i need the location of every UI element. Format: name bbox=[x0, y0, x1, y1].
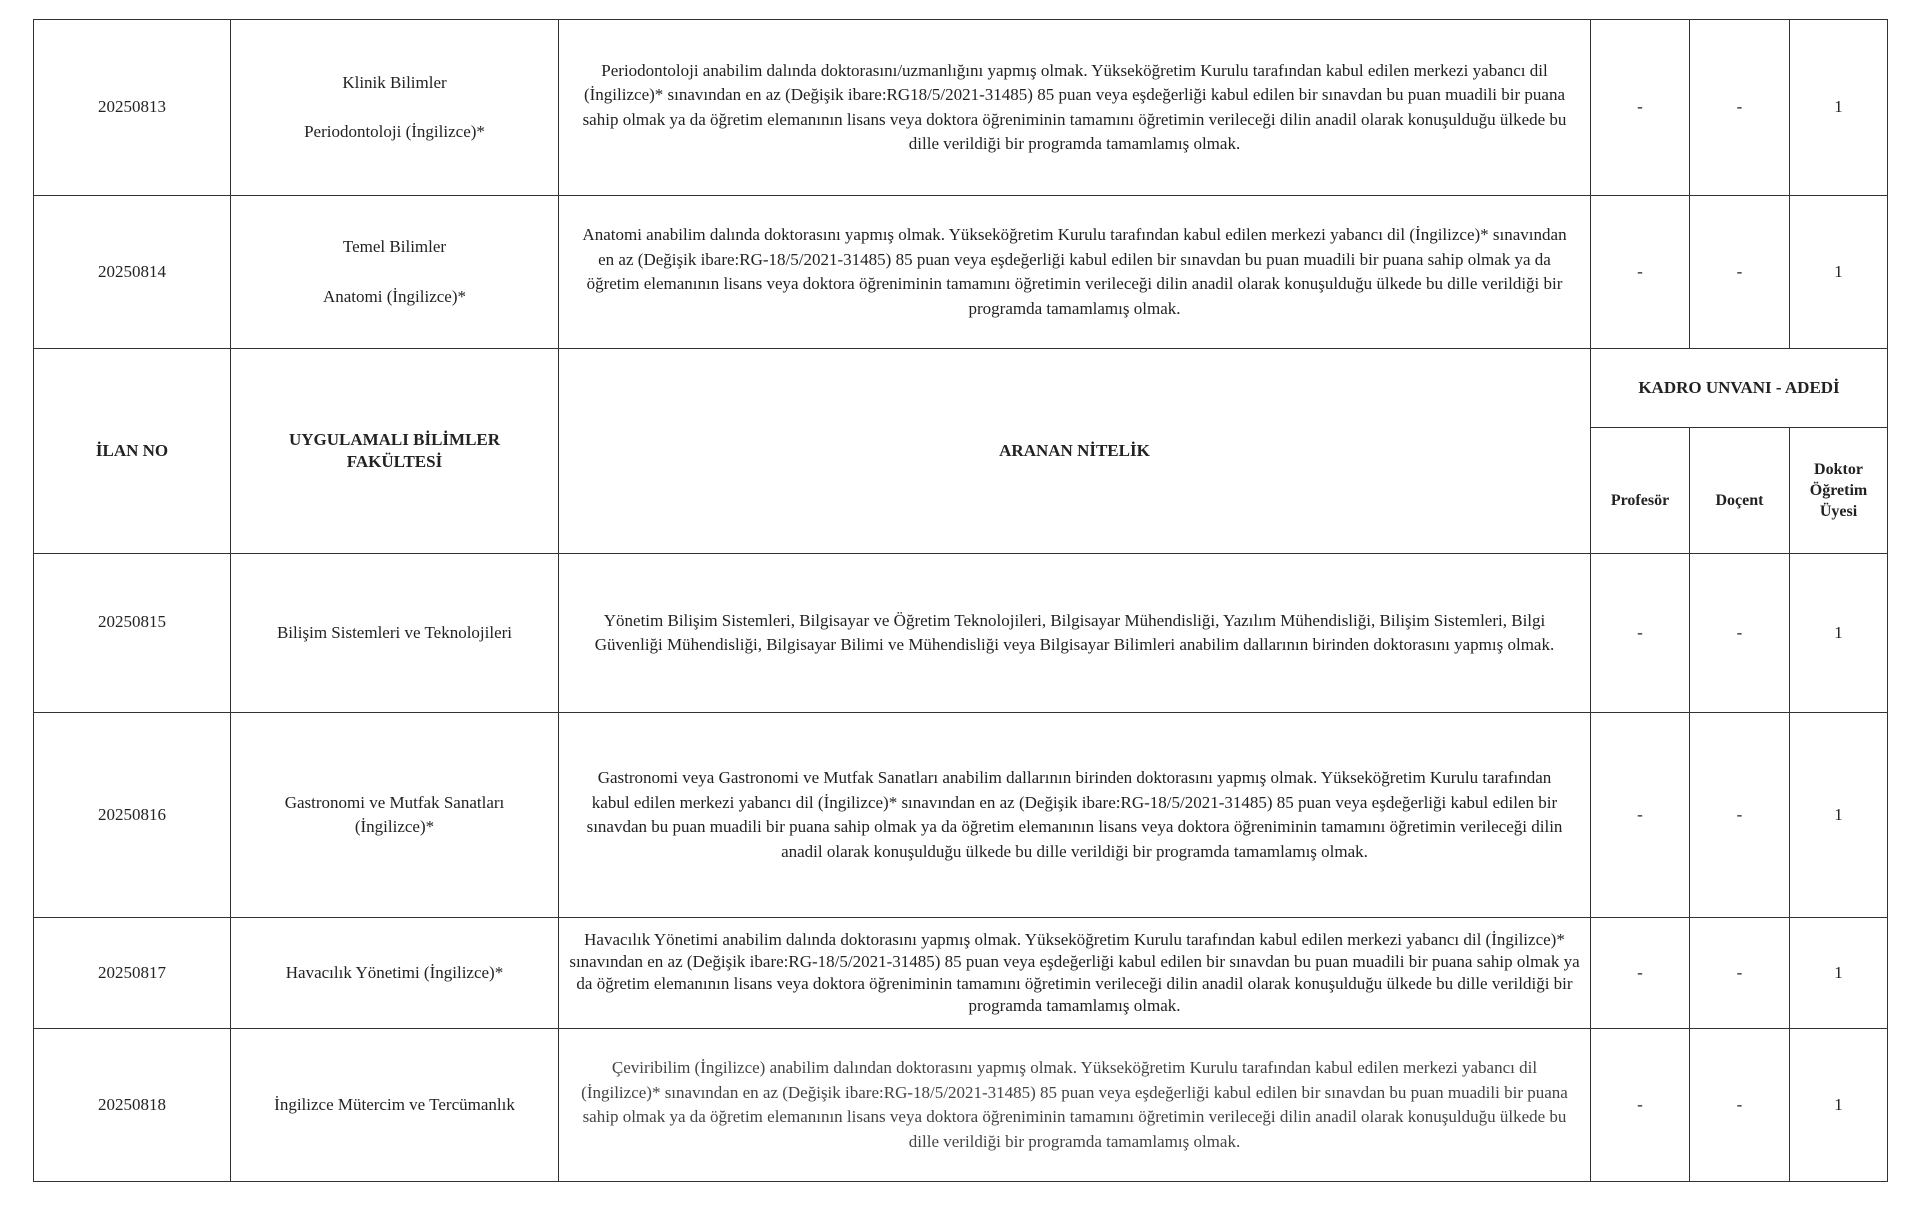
dou-count: 1 bbox=[1790, 196, 1888, 349]
nitelik-cell: Çeviribilim (İngilizce) anabilim dalından doktorasını yapmış olmak. Yükseköğretim Kurulu tarafından kabul edilen merkezi yabancı dil (İngilizce)* sınavından en az (Değişik ibare:RG-18/5/2021-31485) 85 puan veya eşdeğerliği kabul edilen bir sınavdan bu puan muadili bir puana sahip olmak ya da öğretim elemanının lisans veya doktora öğreniminin tamamını öğretimin verileceği dilin anadil olarak konuşulduğu ülkede bu dille verildiği bir programda tamamlamış olmak. bbox=[559, 1029, 1591, 1182]
department-label: Temel Bilimler bbox=[342, 237, 447, 256]
profesor-count: - bbox=[1591, 918, 1690, 1029]
table-row bbox=[34, 20, 1888, 196]
table-row bbox=[34, 196, 1888, 349]
nitelik-cell: Havacılık Yönetimi anabilim dalında doktorasını yapmış olmak. Yükseköğretim Kurulu tarafından kabul edilen merkezi yabancı dil (İngilizce)* sınavından en az (Değişik ibare:RG-18/5/2021-31485) 85 puan veya eşdeğerliği kabul edilen bir sınavdan bu puan muadili bir puana sahip olmak ya da öğretim elemanının lisans veya doktora öğreniminin tamamını öğretimin verileceği dilin anadil olarak konuşulduğu ülkede bu dille verildiği bir programda tamamlamış olmak. bbox=[559, 918, 1591, 1029]
unit-cell: İngilizce Mütercim ve Tercümanlık bbox=[231, 1029, 559, 1182]
docent-count: - bbox=[1690, 1029, 1790, 1182]
ilan-no-cell: 20250813 bbox=[34, 20, 231, 196]
header-profesor: Profesör bbox=[1591, 428, 1690, 554]
header-row bbox=[34, 349, 1888, 428]
docent-count: - bbox=[1690, 554, 1790, 713]
ilan-no-cell: 20250814 bbox=[34, 196, 231, 349]
dou-count: 1 bbox=[1790, 918, 1888, 1029]
docent-count: - bbox=[1690, 713, 1790, 918]
unit-cell bbox=[231, 20, 559, 196]
nitelik-cell: Gastronomi veya Gastronomi ve Mutfak Sanatları anabilim dallarının birinden doktorasını yapmış olmak. Yükseköğretim Kurulu tarafından kabul edilen merkezi yabancı dil (İngilizce)* sınavından en az (Değişik ibare:RG-18/5/2021-31485) 85 puan veya eşdeğerliği kabul edilen bir sınavdan bu puan muadili bir puana sahip olmak ya da öğretim elemanının lisans veya doktora öğreniminin tamamını öğretimin verileceği dilin anadil olarak konuşulduğu ülkede bu dille verildiği bir programda tamamlamış olmak. bbox=[559, 713, 1591, 918]
program-label: Anatomi (İngilizce)* bbox=[322, 286, 467, 306]
header-doktor-ogretim-uyesi: Doktor Öğretim Üyesi bbox=[1790, 428, 1888, 554]
table-row bbox=[34, 1029, 1888, 1182]
table-row bbox=[34, 918, 1888, 1029]
profesor-count: - bbox=[1591, 1029, 1690, 1182]
header-kadro: KADRO UNVANI - ADEDİ bbox=[1591, 349, 1888, 428]
ilan-no-cell: 20250817 bbox=[34, 918, 231, 1029]
dou-count: 1 bbox=[1790, 554, 1888, 713]
ilan-no-cell: 20250816 bbox=[34, 713, 231, 918]
table-row bbox=[34, 713, 1888, 918]
ilan-no-cell: 20250815 bbox=[34, 554, 231, 713]
header-nitelik: ARANAN NİTELİK bbox=[559, 349, 1591, 554]
unit-cell: Gastronomi ve Mutfak Sanatları (İngilizce)* bbox=[231, 713, 559, 918]
table-row bbox=[34, 554, 1888, 713]
nitelik-cell: Yönetim Bilişim Sistemleri, Bilgisayar ve Öğretim Teknolojileri, Bilgisayar Mühendisliği, Yazılım Mühendisliği, Bilişim Sistemleri, Bilgi Güvenliği Mühendisliği, Bilgisayar Bilimi ve Mühendisliği veya Bilgisayar Bilimleri anabilim dallarının birinden doktorasını yapmış olmak. bbox=[559, 554, 1591, 713]
header-faculty: UYGULAMALI BİLİMLER FAKÜLTESİ bbox=[231, 349, 559, 554]
profesor-count: - bbox=[1591, 20, 1690, 196]
dou-count: 1 bbox=[1790, 1029, 1888, 1182]
dou-count: 1 bbox=[1790, 713, 1888, 918]
docent-count: - bbox=[1690, 20, 1790, 196]
profesor-count: - bbox=[1591, 554, 1690, 713]
unit-cell: Bilişim Sistemleri ve Teknolojileri bbox=[231, 554, 559, 713]
unit-cell bbox=[231, 196, 559, 349]
ilan-no-cell: 20250818 bbox=[34, 1029, 231, 1182]
program-label: Periodontoloji (İngilizce)* bbox=[304, 122, 485, 141]
dou-count: 1 bbox=[1790, 20, 1888, 196]
docent-count: - bbox=[1690, 196, 1790, 349]
positions-table bbox=[33, 19, 1888, 1182]
profesor-count: - bbox=[1591, 713, 1690, 918]
department-label: Klinik Bilimler bbox=[342, 72, 447, 92]
header-ilan-no: İLAN NO bbox=[34, 349, 231, 554]
docent-count: - bbox=[1690, 918, 1790, 1029]
profesor-count: - bbox=[1591, 196, 1690, 349]
nitelik-cell: Anatomi anabilim dalında doktorasını yapmış olmak. Yükseköğretim Kurulu tarafından kabul edilen merkezi yabancı dil (İngilizce)* sınavından en az (Değişik ibare:RG-18/5/2021-31485) 85 puan veya eşdeğerliği kabul edilen bir sınavdan bu puan muadili bir puana sahip olmak ya da öğretim elemanının lisans veya doktora öğreniminin tamamını öğretimin verileceği dilin anadil olarak konuşulduğu ülkede bu dille verildiği bir programda tamamlamış olmak. bbox=[559, 196, 1591, 349]
header-docent: Doçent bbox=[1690, 428, 1790, 554]
unit-cell: Havacılık Yönetimi (İngilizce)* bbox=[231, 918, 559, 1029]
nitelik-cell: Periodontoloji anabilim dalında doktorasını/uzmanlığını yapmış olmak. Yükseköğretim Kurulu tarafından kabul edilen merkezi yabancı dil (İngilizce)* sınavından en az (Değişik ibare:RG18/5/2021-31485) 85 puan veya eşdeğerliği kabul edilen bir sınavdan bu puan muadili bir puana sahip olmak ya da öğretim elemanının lisans veya doktora öğreniminin tamamını öğretimin verileceği dilin anadil olarak konuşulduğu ülkede bu dille verildiği bir programda tamamlamış olmak. bbox=[559, 20, 1591, 196]
